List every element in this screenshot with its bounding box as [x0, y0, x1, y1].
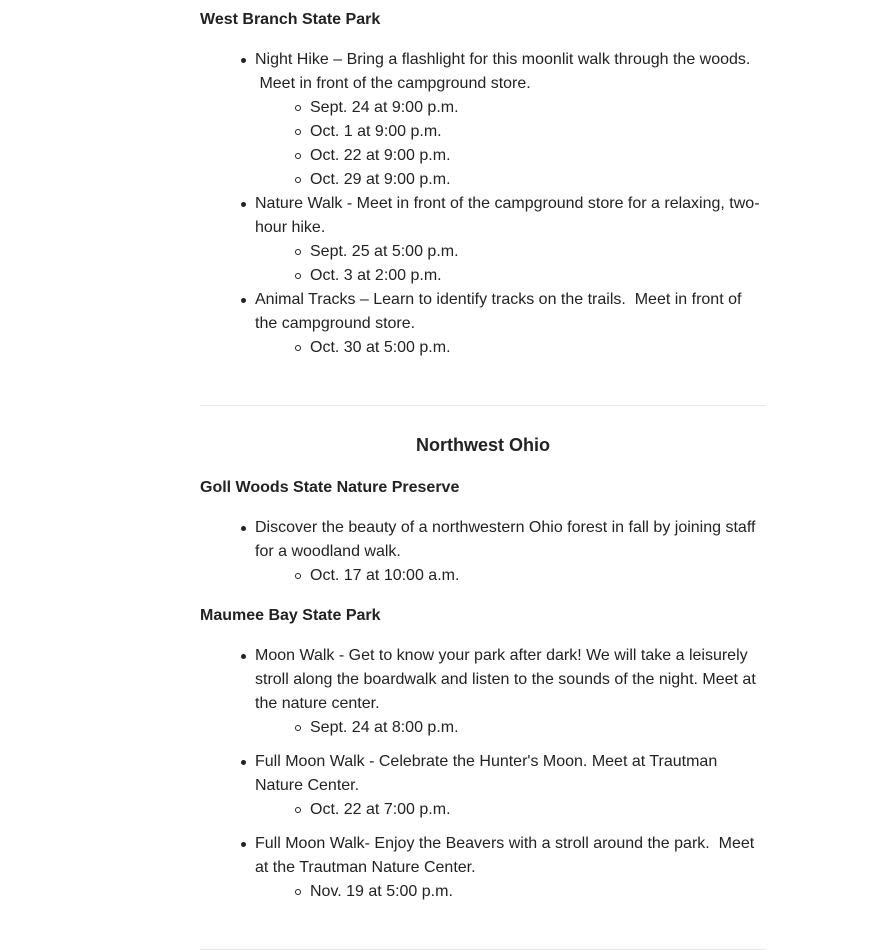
event-date: Oct. 17 at 10:00 a.m. — [255, 564, 766, 588]
event-full-moon-walk-hunters-moon — [200, 750, 766, 822]
event-woodland-walk — [200, 516, 766, 588]
event-dates — [255, 564, 766, 588]
section-divider — [200, 405, 766, 406]
event-date: Oct. 30 at 5:00 p.m. — [255, 336, 766, 360]
event-list-west-branch — [200, 48, 766, 360]
event-animal-tracks — [200, 288, 766, 360]
event-description: Full Moon Walk- Enjoy the Beavers with a stroll around the park. Meet at the Trautman Nature Center. — [255, 835, 755, 876]
event-date: Sept. 24 at 8:00 p.m. — [255, 716, 766, 740]
event-dates — [255, 240, 766, 288]
event-date: Oct. 3 at 2:00 p.m. — [255, 264, 766, 288]
event-dates — [255, 716, 766, 740]
event-description: Moon Walk - Get to know your park after dark! We will take a leisurely stroll along the boardwalk and listen to the sounds of the night. Meet at the nature center. — [255, 647, 756, 712]
event-description: Discover the beauty of a northwestern Ohio forest in fall by joining staff for a woodland walk. — [255, 519, 756, 560]
park-heading-goll-woods: Goll Woods State Nature Preserve — [200, 479, 460, 496]
event-list-maumee-bay — [200, 644, 766, 904]
event-date: Sept. 25 at 5:00 p.m. — [255, 240, 766, 264]
event-date: Nov. 19 at 5:00 p.m. — [255, 880, 766, 904]
event-nature-walk — [200, 192, 766, 288]
event-date: Oct. 22 at 7:00 p.m. — [255, 798, 766, 822]
event-description: Full Moon Walk - Celebrate the Hunter's Moon. Meet at Trautman Nature Center. — [255, 753, 718, 794]
park-heading-maumee-bay: Maumee Bay State Park — [200, 607, 381, 624]
event-dates — [255, 880, 766, 904]
event-night-hike — [200, 48, 766, 192]
event-full-moon-walk-beavers — [200, 832, 766, 904]
event-date: Oct. 29 at 9:00 p.m. — [255, 168, 766, 192]
event-description: Night Hike – Bring a flashlight for this moonlit walk through the woods. Meet in front of the campground store. — [255, 51, 751, 92]
article-content — [200, 0, 766, 950]
event-date: Oct. 1 at 9:00 p.m. — [255, 120, 766, 144]
park-heading-west-branch: West Branch State Park — [200, 11, 381, 28]
region-heading-northwest-ohio: Northwest Ohio — [416, 435, 550, 455]
event-dates — [255, 336, 766, 360]
event-description: Animal Tracks – Learn to identify tracks on the trails. Meet in front of the campground store. — [255, 291, 742, 332]
event-description: Nature Walk - Meet in front of the campground store for a relaxing, two- hour hike. — [255, 195, 760, 236]
event-date: Oct. 22 at 9:00 p.m. — [255, 144, 766, 168]
event-date: Sept. 24 at 9:00 p.m. — [255, 96, 766, 120]
event-list-goll-woods — [200, 516, 766, 588]
event-dates — [255, 96, 766, 192]
event-moon-walk — [200, 644, 766, 740]
event-dates — [255, 798, 766, 822]
